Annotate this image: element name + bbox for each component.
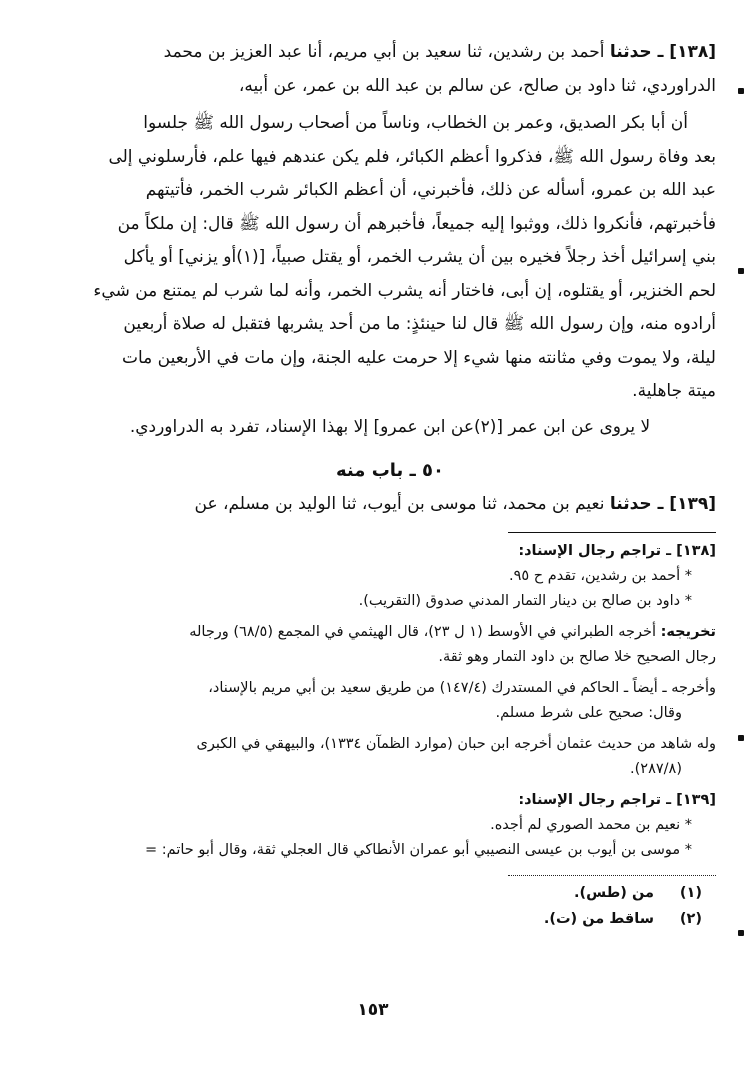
footnote-number: (٢) xyxy=(679,910,702,927)
hadith-138-number: [١٣٨] ـ حدثنا xyxy=(609,42,716,62)
matn-line: فأخبرتهم، فأنكروا ذلك، ووثبوا إليه جميعاً، فأخبرهم أن رسول الله ﷺ قال: إن ملكاً من xyxy=(117,213,716,234)
matn-line: عبد الله بن عمرو، أسأله عن ذلك، فأخبرني، أن أعظم الكبائر شرب الخمر، فأتيتهم xyxy=(145,180,716,200)
hadith-138-line-2: الدراوردي، ثنا داود بن صالح، عن سالم بن عبد الله بن عمر، عن أبيه، xyxy=(238,75,716,96)
note-138-bullet: * داود بن صالح بن دينار التمار المدني صدوق (التقريب). xyxy=(358,592,692,609)
takhrij-line: رجال الصحيح خلا صالح بن داود التمار وهو ثقة. xyxy=(438,648,716,665)
hadith-138-line-1 xyxy=(64,36,716,70)
shahid-line: وله شاهد من حديث عثمان أخرجه ابن حبان (موارد الظمآن ١٣٣٤)، والبيهقي في الكبرى xyxy=(196,735,716,752)
note-138-bullet: * أحمد بن رشدين، تقدم ح ٩٥. xyxy=(509,567,692,584)
matn-line: ليلة، ولا يموت وفي مثانته منها شيء إلا حرمت عليه الجنة، وإن مات في الأربعين مات xyxy=(121,347,716,368)
matn-line: لحم الخنزير، أو يقتلوه، إن أبى، فاختار أنه يشرب الخمر، وأنه لما شرب لم يمتنع من شيء xyxy=(93,280,716,301)
takhrij-label: تخريجه: xyxy=(660,623,716,640)
takhrij-block xyxy=(64,620,716,670)
matn-line: بني إسرائيل أخذ رجلاً فخيره بين أن يشرب الخمر، أو يقتل صبياً، [(١)أو يزني] أو يأكل xyxy=(123,247,716,267)
shahid-line: (٢٨٧/٨). xyxy=(630,760,682,777)
shahid-block xyxy=(64,732,716,782)
hadith-139-isnad-start: نعيم بن محمد، ثنا موسى بن أيوب، ثنا الوليد بن مسلم، عن xyxy=(194,494,605,514)
hadith-139-line-1 xyxy=(64,488,716,522)
main-text xyxy=(64,36,716,522)
matn-line: ميتة جاهلية. xyxy=(632,381,716,401)
note-139-bullet: * موسى بن أيوب بن عيسى النصيبي أبو عمران الأنطاكي قال العجلي ثقة، وقال أبو حاتم: = xyxy=(145,841,692,858)
commentary-notes xyxy=(64,539,716,863)
margin-mark xyxy=(738,88,744,94)
akhraja-line: وأخرجه ـ أيضاً ـ الحاكم في المستدرك (١٤٧/٤) من طريق سعيد بن أبي مريم بالإسناد، xyxy=(208,679,716,696)
margin-mark xyxy=(738,930,744,936)
note-139-bullet: * نعيم بن محمد الصوري لم أجده. xyxy=(490,816,692,833)
hadith-138-isnad-start: أحمد بن رشدين، ثنا سعيد بن أبي مريم، أنا عبد العزيز بن محمد xyxy=(163,42,605,62)
margin-mark xyxy=(738,268,744,274)
footnote-number: (١) xyxy=(679,884,702,901)
note-139-title: [١٣٩] ـ تراجم رجال الإسناد: xyxy=(518,791,716,808)
note-138-title: [١٣٨] ـ تراجم رجال الإسناد: xyxy=(518,542,716,559)
note-139-block xyxy=(64,788,716,863)
takhrij-text: أخرجه الطبراني في الأوسط (١ ل ٢٣)، قال الهيثمي في المجمع (٦٨/٥) ورجاله xyxy=(189,623,656,640)
chapter-title: ٥٠ ـ باب منه xyxy=(336,460,444,481)
matn-line: بعد وفاة رسول الله ﷺ، فذكروا أعظم الكبائر، فلم يكن عندهم فيها علم، فأرسلوني إلى xyxy=(108,146,716,167)
page-number: ١٥٣ xyxy=(357,1000,389,1020)
takhrij-line xyxy=(64,620,716,645)
notes-separator xyxy=(508,532,716,533)
hadith-138-closing-note: لا يروى عن ابن عمر [(٢)عن ابن عمرو] إلا بهذا الإسناد، تفرد به الدراوردي. xyxy=(129,416,651,437)
hadith-139-number: [١٣٩] ـ حدثنا xyxy=(609,494,716,514)
footnotes-separator xyxy=(508,875,716,876)
hadith-138-matn xyxy=(64,107,716,409)
footnote xyxy=(64,906,716,932)
footnote-text: من (طس). xyxy=(574,884,654,901)
akhraja-block xyxy=(64,676,716,726)
footnote-text: ساقط من (ت). xyxy=(543,910,654,927)
matn-line: أرادوه منه، وإن رسول الله ﷺ قال لنا حينئذٍ: ما من أحد يشربها فتقبل له صلاة أربعين xyxy=(123,314,716,334)
akhraja-line: وقال: صحيح على شرط مسلم. xyxy=(495,704,682,721)
footnote xyxy=(64,880,716,906)
margin-mark xyxy=(738,735,744,741)
footnotes xyxy=(64,880,716,932)
matn-line: أن أبا بكر الصديق، وعمر بن الخطاب، وناساً من أصحاب رسول الله ﷺ جلسوا xyxy=(143,113,688,133)
